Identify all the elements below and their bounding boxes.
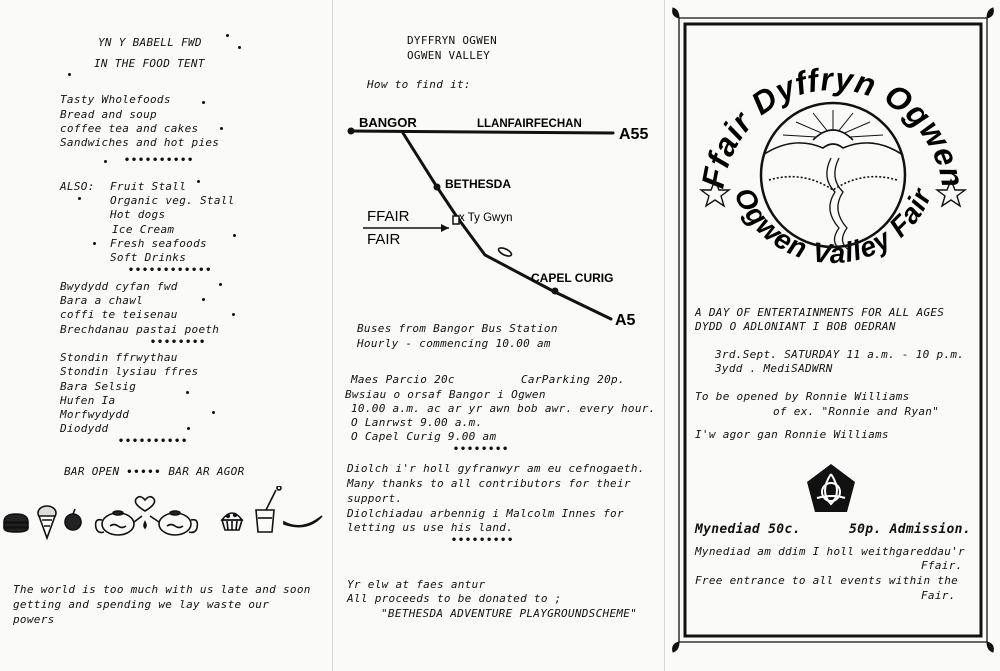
opened-by-line: To be opened by Ronnie Williams (695, 390, 910, 403)
decorative-dot (233, 234, 236, 237)
map-label-fair: FAIR (367, 231, 401, 248)
star-divider: •••••••••• (118, 436, 189, 447)
star-divider: •••••••• (453, 444, 510, 455)
decorative-dot (202, 101, 205, 104)
welsh-food-item: Bwydydd cyfan fwd (60, 280, 178, 293)
bus-detail-line: O Lanrwst 9.00 a.m. (351, 416, 483, 429)
welsh-food-item: coffi te teisenau (60, 308, 178, 321)
also-item: Fruit Stall (110, 180, 187, 193)
star-divider: •••••••••• (124, 155, 195, 166)
decorative-dot (238, 46, 241, 49)
right-panel (665, 0, 1000, 671)
free-entry-line: Free entrance to all events within the (695, 574, 959, 587)
star-divider: ••••••••• (451, 535, 515, 546)
star-divider: •••••••• (150, 337, 207, 348)
food-tent-heading-welsh: YN Y BABELL FWD (98, 36, 202, 49)
decorative-dot (212, 411, 215, 414)
decorative-dot (78, 197, 81, 200)
ice-cream-icon (38, 506, 56, 538)
admission-english: 50p. Admission. (849, 522, 971, 537)
capel-curig-marker (552, 288, 559, 295)
map-label-ty-gwyn: x Ty Gwyn (459, 212, 513, 224)
logo-title-bottom: Ogwen Valley Fair (728, 182, 938, 270)
welsh-stall-item: Stondin ffrwythau (60, 351, 178, 364)
teapot-icon (96, 511, 142, 535)
event-date-english: 3rd.Sept. SATURDAY 11 a.m. - 10 p.m. (715, 348, 965, 361)
bus-detail-line: O Capel Curig 9.00 am (351, 430, 497, 443)
star-divider: ••••• (126, 467, 162, 478)
welsh-stall-item: Diodydd (60, 422, 109, 435)
decorative-dot (202, 298, 205, 301)
decorative-dot (197, 180, 200, 183)
proceeds-line: Yr elw at faes antur (347, 578, 486, 591)
decorative-dot (226, 34, 229, 37)
food-item: Sandwiches and hot pies (60, 136, 220, 149)
tea-drop-icon (144, 522, 146, 528)
parking-english: CarParking 20p. (521, 373, 625, 386)
free-entry-line: Fair. (921, 589, 956, 602)
map-label-bangor: BANGOR (359, 115, 417, 130)
bus-info-line: Hourly - commencing 10.00 am (357, 337, 551, 350)
also-label: ALSO: (60, 180, 95, 193)
star-divider: •••••••••••• (128, 265, 213, 276)
admission-welsh: Mynediad 50c. (695, 522, 801, 537)
also-item: Hot dogs (110, 208, 166, 221)
map-label-a5: A5 (615, 312, 636, 325)
decorative-dot (220, 127, 223, 130)
also-item: Organic veg. Stall (110, 194, 235, 207)
fair-arrow-head (441, 224, 449, 232)
thanks-line: support. (347, 492, 403, 505)
also-item: Ice Cream (112, 223, 175, 236)
free-entry-line: Ffair. (921, 559, 963, 572)
cupcake-icon (222, 513, 242, 530)
welsh-stall-item: Bara Selsig (60, 380, 137, 393)
welsh-stall-item: Stondin lysiau ffres (60, 365, 199, 378)
also-item: Soft Drinks (110, 251, 187, 264)
opened-by-of-line: of ex. "Ronnie and Ryan" (773, 405, 940, 418)
decorative-dot (93, 242, 96, 245)
how-to-find-label: How to find it: (367, 78, 471, 91)
bangor-marker (348, 128, 355, 135)
road-a5 (403, 133, 614, 319)
celtic-knot-icon (803, 462, 859, 516)
quote-line: The world is too much with us late and soon (13, 583, 311, 596)
valley-title-welsh: DYFFRYN OGWEN (407, 34, 497, 47)
quote-line: powers (13, 613, 55, 626)
food-item: coffee tea and cakes (60, 122, 199, 135)
map-label-capel-curig: CAPEL CURIG (531, 271, 614, 285)
welsh-stall-item: Morfwydydd (60, 408, 130, 421)
decorative-dot (219, 283, 222, 286)
map-label-ffair: FFAIR (367, 208, 410, 225)
decorative-dot (68, 73, 71, 76)
lake-icon (497, 246, 512, 257)
map-label-llanfairfechan: LLANFAIRFECHAN (477, 118, 582, 130)
thanks-line: Many thanks to all contributors for their (347, 477, 631, 490)
apple-icon (65, 509, 81, 530)
proceeds-line: All proceeds to be donated to ; (347, 592, 562, 605)
logo-title-top: Ffair Dyffryn Ogwen (694, 60, 972, 191)
valley-scene-icon (761, 103, 905, 250)
bar-open-text: BAR OPEN ••••• BAR AR AGOR (64, 465, 245, 478)
road-a55 (351, 131, 613, 133)
decorative-dot (186, 391, 189, 394)
middle-panel (333, 0, 664, 671)
decorative-dot (104, 160, 107, 163)
thanks-line: Diolch i'r holl gyfranwyr am eu cefnogaeth. (347, 462, 645, 475)
quote-line: getting and spending we lay waste our (13, 598, 270, 611)
bethesda-marker (434, 184, 441, 191)
welsh-stall-item: Hufen Ia (60, 394, 116, 407)
food-item: Tasty Wholefoods (60, 93, 171, 106)
event-date-welsh: 3ydd . MediSADWRN (715, 362, 833, 375)
thanks-line: Diolchiadau arbennig i Malcolm Innes for (347, 507, 624, 520)
bus-detail-line: Bwsiau o orsaf Bangor i Ogwen (345, 388, 546, 401)
banana-icon (284, 516, 322, 527)
proceeds-line: "BETHESDA ADVENTURE PLAYGROUNDSCHEME" (381, 607, 638, 620)
day-of-entertainments-welsh: DYDD O ADLONIANT I BOB OEDRAN (695, 320, 896, 333)
decorative-dot (232, 313, 235, 316)
opened-by-welsh: I'w agor gan Ronnie Williams (695, 428, 889, 441)
heart-icon (135, 497, 154, 511)
valley-title-english: OGWEN VALLEY (407, 49, 491, 62)
free-entry-line: Mynediad am ddim I holl weithgareddau'r (695, 545, 965, 558)
teapot-icon (150, 511, 197, 535)
food-illustrations (0, 486, 332, 556)
burger-icon (4, 514, 28, 532)
welsh-food-item: Bara a chawl (60, 294, 144, 307)
also-item: Fresh seafoods (110, 237, 207, 250)
welsh-food-item: Brechdanau pastai poeth (60, 323, 220, 336)
parking-welsh: Maes Parcio 20c (351, 373, 455, 386)
route-map (333, 95, 664, 325)
drink-glass-icon (256, 486, 281, 532)
bus-info-line: Buses from Bangor Bus Station (357, 322, 558, 335)
food-tent-heading-english: IN THE FOOD TENT (94, 57, 205, 70)
thanks-line: letting us use his land. (347, 521, 514, 534)
bus-detail-line: 10.00 a.m. ac ar yr awn bob awr. every hour. (351, 402, 656, 415)
map-label-bethesda: BETHESDA (445, 177, 512, 191)
day-of-entertainments-english: A DAY OF ENTERTAINMENTS FOR ALL AGES (695, 306, 945, 319)
fair-logo (683, 40, 983, 290)
left-panel (0, 0, 332, 671)
decorative-dot (187, 427, 190, 430)
map-label-a55: A55 (619, 126, 649, 143)
food-item: Bread and soup (60, 108, 157, 121)
